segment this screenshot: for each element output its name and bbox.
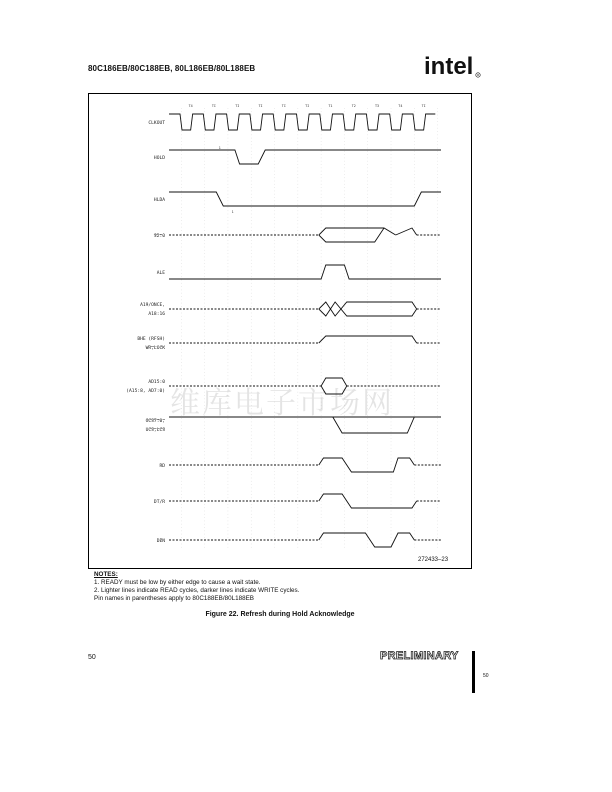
ucs-label: GCS7:0, — [145, 419, 165, 424]
intel-logo-text: intel — [424, 53, 474, 80]
intel-logo — [422, 52, 482, 82]
clock-tick-label: TI — [211, 104, 216, 108]
timing-diagram — [89, 94, 471, 568]
figure-caption: Figure 22. Refresh during Hold Acknowledge — [205, 611, 355, 618]
den-waveform — [319, 533, 415, 547]
clkout-label: CLKOUT — [148, 121, 165, 126]
note-1: 1. READY must be low by either edge to cause a wait state. — [94, 579, 261, 586]
ale-label: ALE — [156, 271, 165, 276]
ad15-label-2: (A15:8, AD7:0) — [126, 389, 165, 394]
clock-tick-label: TI — [305, 104, 310, 108]
figure-id: 272433–23 — [418, 557, 449, 563]
den-label: DEN — [156, 539, 165, 544]
watermark: 维库电子市场网 — [170, 386, 394, 421]
clock-tick-label: T3 — [375, 104, 380, 108]
notes-heading: NOTES: — [94, 571, 118, 578]
hlda-waveform — [169, 192, 441, 206]
rd-waveform — [319, 458, 415, 472]
rd-label: RD — [159, 464, 165, 469]
clkout-waveform — [169, 114, 435, 130]
note-2: 2. Lighter lines indicate READ cycles, darker lines indicate WRITE cycles. — [94, 587, 300, 594]
bhe-label-2: WR,LOCK — [145, 346, 165, 351]
clock-tick-label: T4 — [188, 104, 193, 108]
ad15-label: AD15:0 — [148, 380, 165, 385]
hold-waveform — [169, 150, 441, 164]
clock-tick-label: T2 — [351, 104, 356, 108]
clock-tick-label: TI — [258, 104, 263, 108]
ale-waveform — [169, 265, 441, 279]
preliminary-stamp: PRELIMINARY — [380, 650, 459, 662]
side-bar — [472, 651, 475, 693]
clock-tick-label: TI — [421, 104, 426, 108]
clock-tick-label: T1 — [328, 104, 333, 108]
clock-tick-label: T4 — [398, 104, 403, 108]
figure-notes — [94, 571, 299, 603]
hold-label: HOLD — [153, 156, 165, 161]
page-number: 50 — [88, 654, 96, 661]
a19-label-2: A18:16 — [148, 312, 165, 317]
clock-tick-label: TI — [235, 104, 240, 108]
bhe-label: BHE (RFSH) — [137, 337, 165, 342]
a19-label: A19/ONCE, — [140, 303, 165, 308]
note-3: Pin names in parentheses apply to 80C188EB/80L188EB — [94, 595, 254, 602]
s20-return — [396, 228, 417, 235]
side-page-number: 50 — [483, 673, 489, 679]
s20-active-top — [319, 228, 396, 235]
hold-note-marker: 1 — [218, 146, 221, 150]
hlda-note-marker: 1 — [231, 210, 234, 214]
s20-active-bottom — [319, 228, 384, 242]
clock-tick-label: TI — [281, 104, 286, 108]
hlda-label: HLDA — [153, 198, 165, 203]
ucs-label-2: UCS,LCS — [145, 428, 165, 433]
dtr-label: DT/R — [153, 500, 165, 505]
s20-label: S2:0 — [153, 234, 165, 239]
document-title: 80C186EB/80C188EB, 80L186EB/80L188EB — [88, 64, 256, 73]
svg-text:R: R — [477, 73, 480, 78]
